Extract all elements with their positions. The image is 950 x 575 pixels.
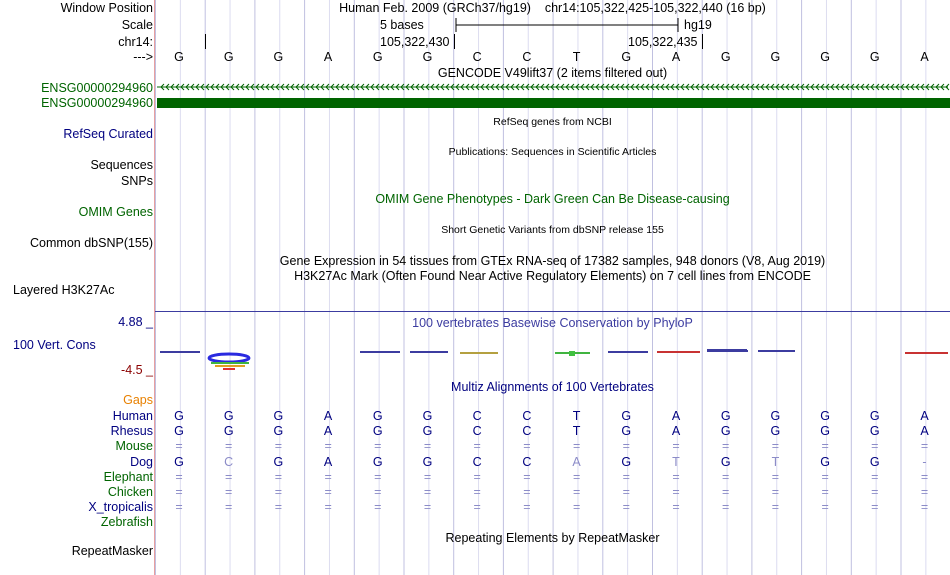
alignment-base: = — [771, 439, 780, 454]
snps-track-label[interactable]: SNPs — [121, 174, 153, 188]
base-letter: G — [273, 50, 284, 64]
alignment-base: = — [175, 500, 183, 515]
dbsnp-track-label[interactable]: Common dbSNP(155) — [30, 236, 153, 250]
alignment-base: G — [820, 409, 830, 423]
alignment-base: G — [820, 454, 830, 469]
species-label[interactable]: Chicken — [107, 485, 153, 499]
alignment-base: G — [273, 409, 284, 423]
alignment-base: = — [324, 439, 332, 454]
alignment-base: G — [372, 454, 383, 469]
base-letter: A — [671, 50, 681, 64]
alignment-base: = — [572, 439, 581, 454]
alignment-base: = — [175, 485, 183, 499]
alignment-base: = — [821, 485, 829, 499]
alignment-base: = — [672, 469, 680, 484]
coord-label-1: 105,322,430 — [380, 35, 450, 49]
alignment-base: G — [372, 424, 383, 439]
refseq-track-label[interactable]: RefSeq Curated — [63, 127, 153, 141]
alignment-base: = — [920, 439, 929, 454]
alignment-base: = — [622, 485, 630, 499]
alignment-base: = — [722, 469, 730, 484]
alignment-base: G — [869, 424, 880, 439]
alignment-base: A — [671, 424, 681, 439]
scale-label: Scale — [121, 18, 153, 32]
base-letter: A — [920, 50, 929, 64]
alignment-base: = — [771, 500, 780, 515]
alignment-base: = — [622, 439, 630, 454]
alignment-base: = — [821, 469, 829, 484]
coord-label-2: 105,322,435 — [628, 35, 698, 49]
alignment-base: = — [622, 469, 630, 484]
alignment-base: G — [770, 424, 781, 439]
alignment-base: A — [572, 454, 581, 469]
alignment-base: = — [572, 485, 581, 499]
alignment-base: G — [621, 424, 632, 439]
alignment-base: G — [720, 424, 731, 439]
alignment-base: G — [422, 454, 433, 469]
repeatmasker-track-title: Repeating Elements by RepeatMasker — [445, 531, 660, 545]
species-label[interactable]: Human — [112, 409, 153, 423]
alignment-base: C — [522, 424, 532, 439]
multiz-track-title: Multiz Alignments of 100 Vertebrates — [451, 380, 654, 394]
alignment-base: C — [472, 454, 482, 469]
base-letter: T — [572, 50, 581, 64]
alignment-base: A — [323, 424, 333, 439]
alignment-base: A — [323, 409, 333, 423]
base-letter: G — [174, 50, 184, 64]
alignment-base: G — [223, 409, 234, 423]
alignment-base: = — [572, 500, 581, 515]
alignment-base: = — [423, 500, 432, 515]
conservation-min-label: -4.5 _ — [121, 363, 153, 377]
publications-track-title: Publications: Sequences in Scientific Articles — [448, 146, 657, 158]
alignment-base: C — [224, 454, 234, 469]
repeatmasker-track-label[interactable]: RepeatMasker — [71, 544, 153, 558]
h3k27ac-track-title: H3K27Ac Mark (Often Found Near Active Regulatory Elements) on 7 cell lines from ENCODE — [294, 269, 811, 283]
alignment-base: G — [223, 424, 234, 439]
alignment-base: A — [671, 409, 681, 423]
alignment-base: T — [572, 409, 581, 423]
ruler-tick — [454, 34, 455, 49]
alignment-base: G — [372, 409, 383, 423]
species-label[interactable]: Zebrafish — [100, 515, 153, 530]
alignment-base: = — [771, 485, 780, 499]
alignment-base: G — [869, 409, 880, 423]
alignment-base: = — [274, 469, 283, 484]
alignment-base: G — [422, 424, 433, 439]
alignment-base: = — [920, 500, 929, 515]
species-label[interactable]: Dog — [130, 454, 153, 469]
alignment-base: G — [174, 409, 184, 423]
base-letter: A — [323, 50, 333, 64]
alignment-base: A — [920, 409, 929, 423]
omim-track-label[interactable]: OMIM Genes — [78, 205, 153, 219]
alignment-base: = — [324, 485, 332, 499]
alignment-base: = — [473, 439, 481, 454]
alignment-base: = — [225, 469, 233, 484]
alignment-base: = — [423, 485, 432, 499]
gene-track-label-2[interactable]: ENSG00000294960 — [41, 96, 153, 110]
base-letter: G — [372, 50, 383, 64]
omim-track-title: OMIM Gene Phenotypes - Dark Green Can Be Disease-causing — [375, 192, 730, 206]
alignment-base: G — [820, 424, 830, 439]
alignment-base: G — [273, 424, 284, 439]
conservation-track-label[interactable]: 100 Vert. Cons — [13, 338, 96, 352]
alignment-base: = — [821, 500, 829, 515]
alignment-base: = — [225, 485, 233, 499]
base-letter: G — [720, 50, 731, 64]
gaps-label: Gaps — [123, 393, 153, 407]
alignment-base: = — [871, 485, 879, 499]
species-label[interactable]: Rhesus — [110, 424, 153, 439]
scale-bar — [455, 17, 680, 33]
alignment-base: C — [522, 409, 532, 423]
alignment-base: = — [722, 439, 730, 454]
species-label[interactable]: X_tropicalis — [88, 500, 153, 515]
alignment-base: G — [720, 454, 731, 469]
gene-strand-line[interactable] — [155, 81, 950, 93]
alignment-base: = — [225, 500, 233, 515]
h3k27ac-track-label[interactable]: Layered H3K27Ac — [13, 283, 115, 297]
alignment-base: = — [871, 500, 879, 515]
alignment-base: = — [274, 500, 283, 515]
snp-track-title: Short Genetic Variants from dbSNP release 155 — [441, 224, 664, 236]
alignment-base: = — [374, 500, 382, 515]
alignment-base: = — [423, 469, 432, 484]
alignment-base: = — [622, 500, 630, 515]
sequences-track-label[interactable]: Sequences — [90, 158, 153, 172]
base-letter: G — [621, 50, 632, 64]
alignment-base: = — [473, 469, 481, 484]
alignment-base: = — [572, 469, 581, 484]
assembly-label: hg19 — [684, 18, 712, 32]
conservation-wiggle — [155, 340, 950, 380]
alignment-base: - — [922, 454, 927, 469]
alignment-base: = — [374, 469, 382, 484]
base-letter: C — [472, 50, 482, 64]
alignment-base: G — [720, 409, 731, 423]
alignment-base: = — [523, 439, 531, 454]
alignment-base: = — [672, 500, 680, 515]
alignment-base: C — [472, 424, 482, 439]
alignment-base: G — [174, 454, 184, 469]
base-letter: G — [422, 50, 433, 64]
alignment-base: T — [771, 454, 780, 469]
base-letter: G — [770, 50, 781, 64]
alignment-base: G — [770, 409, 781, 423]
alignment-base: = — [722, 485, 730, 499]
alignment-base: C — [522, 454, 532, 469]
alignment-base: G — [869, 454, 880, 469]
position-header: Human Feb. 2009 (GRCh37/hg19) chr14:105,322,425-105,322,440 (16 bp) — [339, 1, 766, 15]
alignment-base: = — [523, 500, 531, 515]
alignment-base: T — [572, 424, 581, 439]
alignment-base: = — [175, 469, 183, 484]
alignment-base: = — [175, 439, 183, 454]
alignment-base: = — [523, 485, 531, 499]
gencode-track-title: GENCODE V49lift37 (2 items filtered out) — [437, 66, 668, 80]
alignment-base: = — [821, 439, 829, 454]
alignment-base: G — [621, 409, 632, 423]
alignment-base: = — [324, 500, 332, 515]
alignment-base: = — [274, 439, 283, 454]
alignment-base: A — [920, 424, 929, 439]
alignment-base: = — [722, 500, 730, 515]
base-letter: C — [522, 50, 532, 64]
ruler-tick — [205, 34, 206, 49]
chrom-label: chr14: — [118, 35, 153, 49]
alignment-base: = — [672, 439, 680, 454]
alignment-base: A — [323, 454, 333, 469]
alignment-base: = — [324, 469, 332, 484]
alignment-base: = — [473, 485, 481, 499]
alignment-base: = — [274, 485, 283, 499]
scale-text: 5 bases — [380, 18, 424, 32]
alignment-base: = — [871, 439, 879, 454]
strand-arrow-label: ---> — [133, 50, 153, 64]
alignment-base: = — [473, 500, 481, 515]
phylop-track-title: 100 vertebrates Basewise Conservation by PhyloP — [412, 316, 693, 330]
species-label[interactable]: Mouse — [115, 439, 153, 454]
base-letter: G — [820, 50, 830, 64]
alignment-base: T — [672, 454, 680, 469]
base-letter: G — [223, 50, 234, 64]
alignment-base: = — [920, 485, 929, 499]
window-position-label: Window Position — [60, 1, 153, 15]
alignment-base: = — [374, 485, 382, 499]
alignment-base: G — [621, 454, 632, 469]
alignment-base: = — [523, 469, 531, 484]
alignment-base: = — [920, 469, 929, 484]
gene-track-label-1[interactable]: ENSG00000294960 — [41, 81, 153, 95]
ruler-tick — [702, 34, 703, 49]
alignment-base: G — [273, 454, 284, 469]
conservation-max-label: 4.88 _ — [118, 315, 153, 329]
conservation-top-line — [155, 311, 950, 312]
gtex-track-title: Gene Expression in 54 tissues from GTEx RNA-seq of 17382 samples, 948 donors (V8, Aug 2019) — [279, 254, 826, 268]
alignment-base: = — [374, 439, 382, 454]
species-label[interactable]: Elephant — [103, 469, 153, 484]
alignment-base: = — [771, 469, 780, 484]
alignment-base: = — [871, 469, 879, 484]
base-letter: G — [869, 50, 880, 64]
gene-bar[interactable] — [157, 98, 950, 108]
alignment-base: = — [423, 439, 432, 454]
refseq-track-title: RefSeq genes from NCBI — [493, 116, 612, 128]
alignment-base: C — [472, 409, 482, 423]
alignment-base: G — [422, 409, 433, 423]
alignment-base: G — [174, 424, 184, 439]
alignment-base: = — [225, 439, 233, 454]
alignment-base: = — [672, 485, 680, 499]
